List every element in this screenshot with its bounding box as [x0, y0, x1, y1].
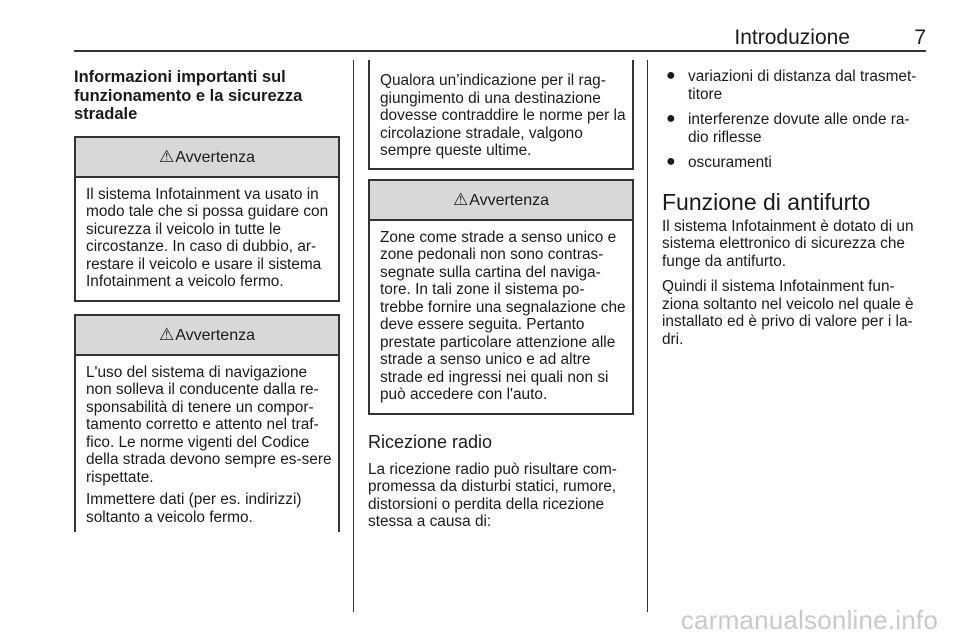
column-divider-1: [353, 60, 354, 612]
warning-box-1: [74, 136, 340, 302]
page-header: [74, 26, 926, 52]
radio-heading: Ricezione radio: [368, 431, 493, 452]
warning-header: [370, 181, 632, 221]
warning-header: [76, 316, 338, 356]
warning-text: Qualora un’indicazione per il rag-giungimento di una destinazione dovesse contraddire le norme per la circolazione stradale, valgono sempre queste ultime.: [380, 72, 626, 159]
safety-heading: Informazioni importanti sul funzionamento e la sicurezza stradale: [74, 68, 303, 123]
column-2: [368, 60, 634, 531]
column-divider-2: [647, 60, 648, 612]
antitheft-text: Il sistema Infotainment è dotato di un sistema elettronico di sicurezza che funge da antifurto.: [662, 217, 914, 270]
warning-title: Avvertenza: [175, 326, 255, 344]
column-1: [74, 68, 340, 532]
bullet-dot-icon: ●: [666, 67, 676, 84]
bullet-dot-icon: ●: [666, 153, 676, 170]
watermark: carmanualsonline.info: [680, 605, 938, 635]
warning-header: [76, 138, 338, 178]
warning-triangle-icon: ⚠: [159, 324, 175, 344]
warning-title: Avvertenza: [469, 191, 549, 209]
warning-text: L'uso del sistema di navigazione non solleva il conducente dalla re-sponsabilità di tenere un compor-tamento corretto e attento nel traf-fico. Le norme vigenti del Codice della strada devono sempre es-sere rispettate.: [86, 363, 332, 486]
warning-triangle-icon: ⚠: [453, 189, 469, 209]
bullet-dot-icon: ●: [666, 110, 676, 127]
warning-title: Avvertenza: [175, 148, 255, 166]
antitheft-heading: Funzione di antifurto: [662, 188, 871, 215]
list-item: ● oscuramenti: [666, 153, 772, 171]
list-item: ● interferenze dovute alle onde ra-dio riflesse: [666, 110, 910, 146]
warning-body: [76, 178, 338, 300]
antitheft-text: Quindi il sistema Infotainment fun-ziona soltanto nel veicolo nel quale è installato ed è privo di valore per i la-dri.: [662, 278, 914, 348]
warning-text: Immettere dati (per es. indirizzi) soltanto a veicolo fermo.: [86, 491, 302, 526]
warning-box-2: [74, 314, 340, 533]
page-number: 7: [914, 26, 926, 49]
warning-text: Zone come strade a senso unico e zone pedonali non sono contras-segnate sulla cartina del naviga-tore. In tali zone il sistema po-trebbe fornire una segnalazione che deve essere seguita. Pertanto prestate particolare attenzione alle strade a senso unico e ad altre strade ed ingressi nei quali non si può accedere con l'auto.: [380, 228, 626, 403]
warning-body: [370, 221, 632, 413]
warning-body: [76, 356, 338, 533]
interference-list: [662, 68, 928, 172]
column-3: [662, 68, 928, 348]
warning-text: Il sistema Infotainment va usato in modo tale che si possa guidare con sicurezza il veicolo in tutte le circostanze. In caso di dubbio, ar-restare il veicolo e usare il sistema Infotainment a veicolo fermo.: [86, 185, 329, 290]
list-item: ● variazioni di distanza dal trasmet-titore: [666, 67, 917, 103]
radio-text: La ricezione radio può risultare com-promessa da disturbi statici, rumore, distorsioni o perdita della ricezione stessa a causa di:: [368, 460, 617, 530]
section-title: Introduzione: [734, 26, 850, 49]
warning-box-2-continued: [368, 60, 634, 170]
warning-triangle-icon: ⚠: [159, 146, 175, 166]
warning-box-3: [368, 179, 634, 415]
